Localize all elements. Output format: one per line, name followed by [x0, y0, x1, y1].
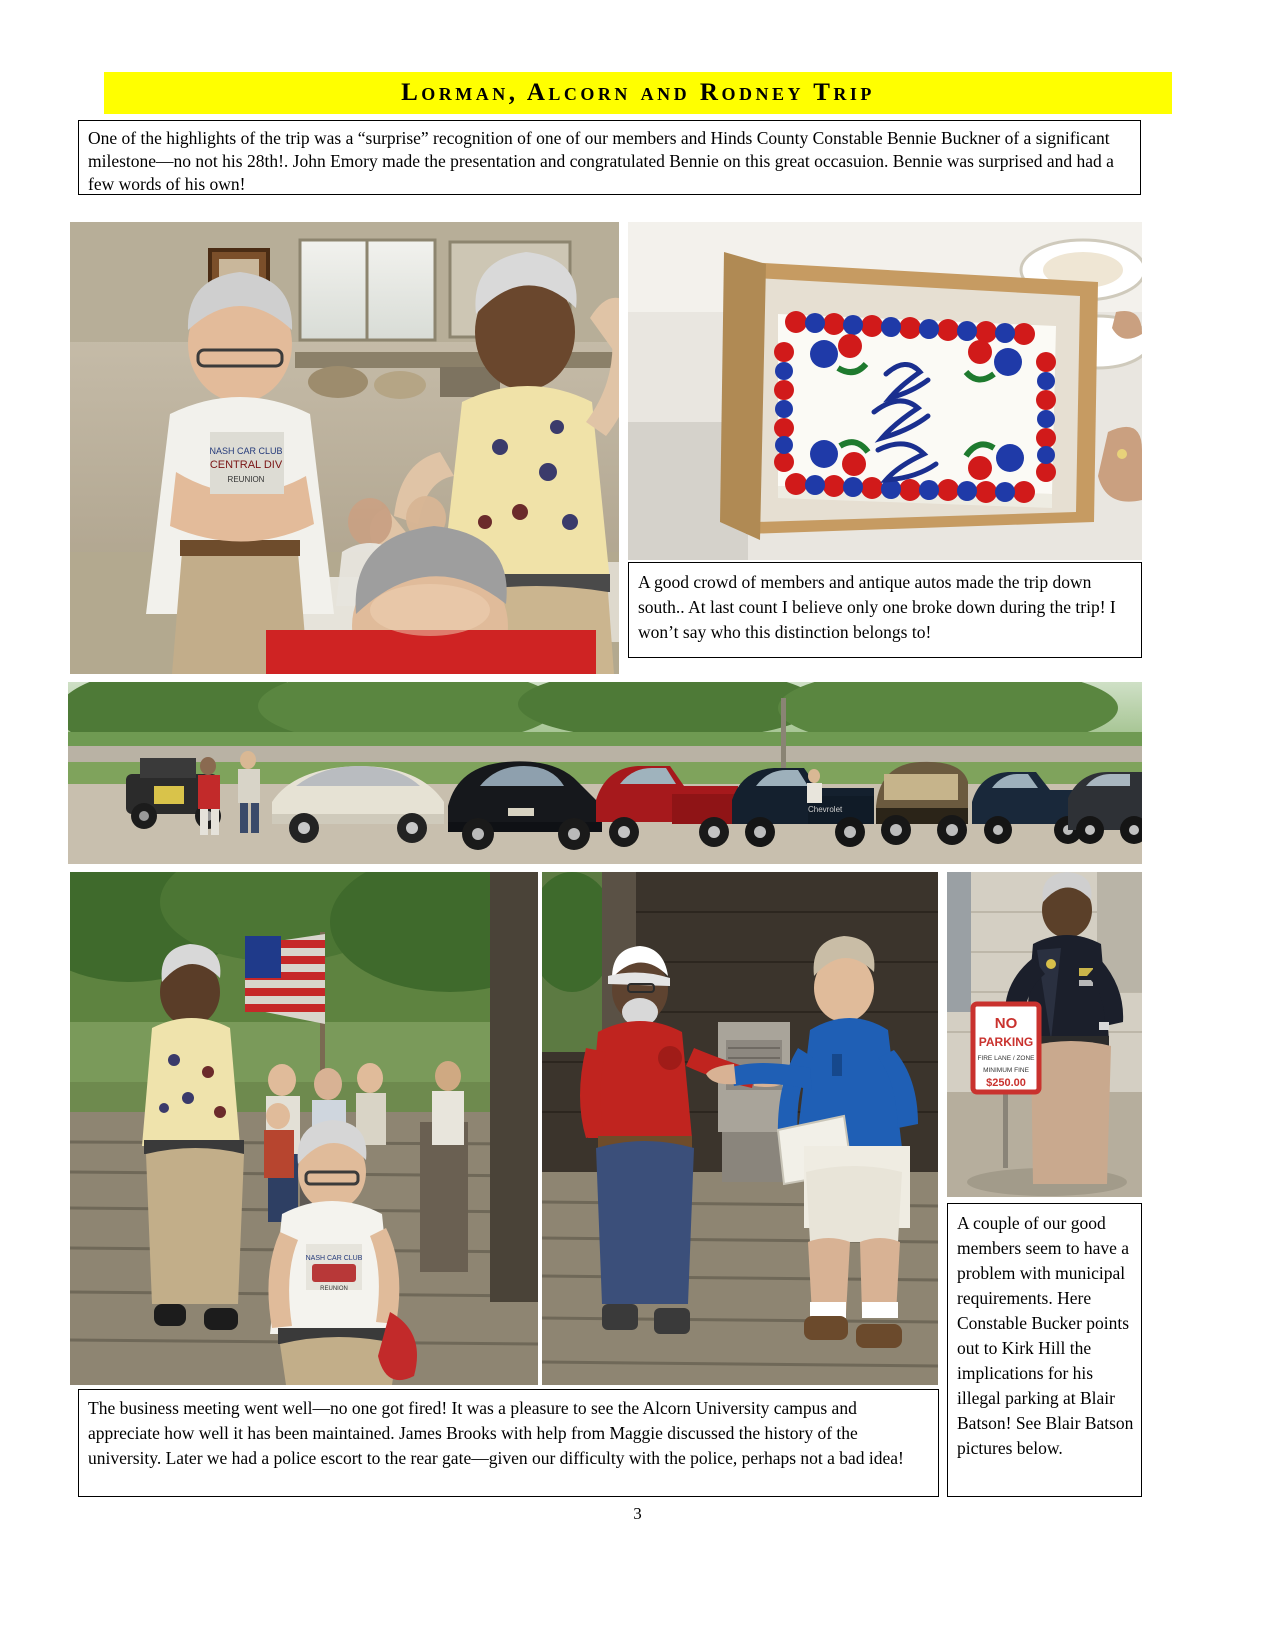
crowd-caption-box — [628, 562, 1142, 658]
pointing-members-photo — [542, 872, 938, 1385]
svg-text:MINIMUM FINE: MINIMUM FINE — [983, 1067, 1029, 1074]
constable-caption-box — [947, 1203, 1142, 1497]
antique-cars-photo-image — [68, 682, 1142, 864]
group-meeting-photo — [70, 872, 538, 1385]
presentation-photo — [70, 222, 619, 674]
page-title-banner — [104, 72, 1172, 114]
antique-cars-photo — [68, 682, 1142, 864]
crowd-caption-text: A good crowd of members and antique autos made the trip down south.. At last count I believe only one broke down during the trip! I won’t say who this distinction belongs to! — [638, 572, 1116, 642]
svg-text:REUNION: REUNION — [320, 1286, 348, 1292]
meeting-caption-text: The business meeting went well—no one got fired! It was a pleasure to see the Alcorn University campus and appreciate how well it has been maintained. James Brooks with help from Maggie discussed the history of the university. Later we had a police escort to the rear gate—given our difficulty with the police, perhaps not a bad idea! — [88, 1398, 904, 1468]
svg-text:REUNION: REUNION — [227, 475, 265, 484]
group-meeting-photo-image — [70, 872, 538, 1385]
svg-text:Chevrolet: Chevrolet — [808, 805, 843, 814]
constable-photo — [947, 872, 1142, 1197]
constable-caption-text: A couple of our good members seem to have a problem with municipal requirements. Here Constable Bucker points out to Kirk Hill the implications for his illegal parking at Blair Batson! See Blair Batson pictures below. — [957, 1213, 1134, 1458]
constable-photo-image — [947, 872, 1142, 1197]
svg-text:NASH CAR CLUB: NASH CAR CLUB — [209, 446, 283, 456]
page-title: Lorman, Alcorn and Rodney Trip — [401, 79, 875, 106]
birthday-cake-photo — [628, 222, 1142, 560]
svg-text:PARKING: PARKING — [978, 1035, 1034, 1049]
svg-text:FIRE LANE / ZONE: FIRE LANE / ZONE — [977, 1055, 1035, 1062]
svg-text:NO: NO — [994, 1015, 1018, 1032]
intro-caption-box — [78, 120, 1141, 195]
meeting-caption-box — [78, 1389, 939, 1497]
svg-text:$250.00: $250.00 — [986, 1077, 1026, 1089]
page-number: 3 — [633, 1504, 642, 1523]
pointing-members-photo-image — [542, 872, 938, 1385]
svg-text:CENTRAL DIV: CENTRAL DIV — [209, 459, 283, 471]
svg-text:NASH CAR CLUB: NASH CAR CLUB — [305, 1255, 363, 1262]
intro-caption-text: One of the highlights of the trip was a “surprise” recognition of one of our members and Hinds County Constable Bennie Buckner of a significant milestone—no not his 28th!. John Emory made the presentation and congratulated Bennie on this great occasuion. Bennie was surprised and had a few words of his own! — [88, 128, 1114, 194]
birthday-cake-photo-image — [628, 222, 1142, 560]
presentation-photo-image — [70, 222, 619, 674]
